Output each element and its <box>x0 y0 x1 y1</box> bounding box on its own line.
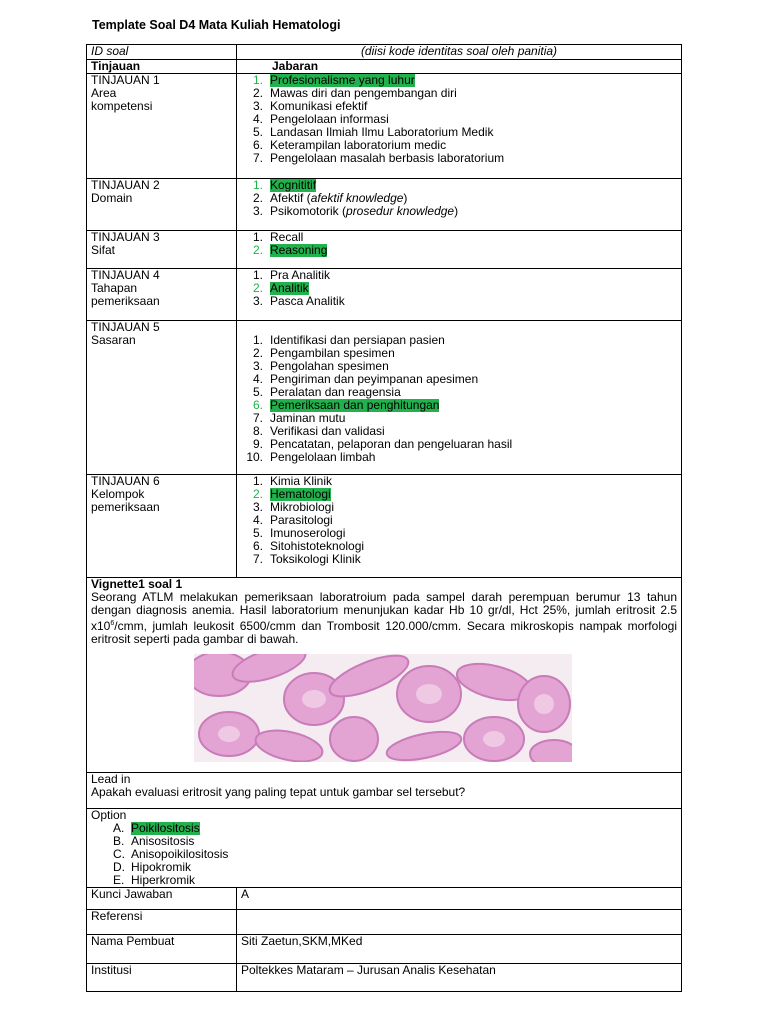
item-text: Parasitologi <box>270 513 333 527</box>
option-letter: C. <box>113 847 125 861</box>
footer-label: Referensi <box>87 910 237 935</box>
tinjauan-subtitle: Sasaran <box>91 333 136 347</box>
item-number: 6. <box>252 539 263 553</box>
item-number: 1. <box>252 230 263 244</box>
tinjauan-title: TINJAUAN 1 <box>91 73 160 87</box>
tinjauan-list <box>241 321 677 464</box>
item-number: 4. <box>252 513 263 527</box>
footer-label: Institusi <box>87 964 237 992</box>
item-text: Mawas diri dan pengembangan diri <box>270 86 457 100</box>
footer-value: A <box>237 888 682 910</box>
list-item <box>241 244 677 257</box>
item-number: 6. <box>252 138 263 152</box>
item-text: Landasan Ilmiah Ilmu Laboratorium Medik <box>270 125 494 139</box>
tinjauan-subtitle: Domain <box>91 191 133 205</box>
tinjauan-items-cell <box>237 74 682 179</box>
header-jabaran: Jabaran <box>237 60 682 74</box>
footer-row-4 <box>87 964 682 992</box>
item-number: 2. <box>252 346 263 360</box>
option-item <box>113 861 677 874</box>
option-letter: A. <box>113 821 125 835</box>
item-text: Pencatatan, pelaporan dan pengeluaran hasil <box>270 437 513 451</box>
option-list <box>91 822 677 887</box>
item-text: Mikrobiologi <box>270 500 335 514</box>
list-item <box>241 553 677 566</box>
tinjauan-row-5 <box>87 321 682 475</box>
option-item <box>113 874 677 887</box>
lead-in-label: Lead in <box>91 772 131 786</box>
option-label: Option <box>91 808 127 822</box>
tinjauan-subtitle: pemeriksaan <box>91 294 160 308</box>
option-text: Poikilositosis <box>131 821 200 835</box>
item-text: Peralatan dan reagensia <box>270 385 401 399</box>
option-item <box>113 822 677 835</box>
tinjauan-label-cell <box>87 269 237 321</box>
item-text: Profesionalisme yang luhur <box>270 73 415 87</box>
item-number: 1. <box>252 474 263 488</box>
tinjauan-title: TINJAUAN 6 <box>91 474 160 488</box>
vignette-title: Vignette1 soal 1 <box>91 577 183 591</box>
item-number: 5. <box>252 385 263 399</box>
tinjauan-row-4 <box>87 269 682 321</box>
tinjauan-items-cell <box>237 179 682 231</box>
tinjauan-row-1 <box>87 74 682 179</box>
item-number: 8. <box>252 424 263 438</box>
item-number: 2. <box>252 487 263 501</box>
tinjauan-subtitle: Sifat <box>91 243 116 257</box>
tinjauan-list <box>241 179 677 218</box>
item-number: 2. <box>252 281 263 295</box>
list-item <box>241 295 677 308</box>
tinjauan-subtitle: pemeriksaan <box>91 500 160 514</box>
soal-table <box>86 44 682 992</box>
list-item <box>241 152 677 165</box>
item-number: 6. <box>252 398 263 412</box>
item-text: Reasoning <box>270 243 328 257</box>
item-text: Keterampilan laboratorium medic <box>270 138 447 152</box>
item-number: 3. <box>252 204 263 218</box>
item-number: 2. <box>252 191 263 205</box>
item-text: Komunikasi efektif <box>270 99 368 113</box>
tinjauan-label-cell <box>87 475 237 578</box>
item-number: 7. <box>252 411 263 425</box>
item-text: Hematologi <box>270 487 331 501</box>
item-text: Analitik <box>270 281 309 295</box>
tinjauan-row-3 <box>87 231 682 269</box>
tinjauan-title: TINJAUAN 4 <box>91 268 160 282</box>
item-number: 1. <box>252 268 263 282</box>
item-text: Sitohistoteknologi <box>270 539 365 553</box>
item-text: Pengelolaan informasi <box>270 112 389 126</box>
tinjauan-label-cell <box>87 74 237 179</box>
footer-row-2 <box>87 910 682 935</box>
tinjauan-list <box>241 475 677 566</box>
blood-smear-image <box>194 654 572 762</box>
tinjauan-subtitle: Area <box>91 86 117 100</box>
item-number: 1. <box>252 73 263 87</box>
item-text: Toksikologi Klinik <box>270 552 361 566</box>
item-number: 3. <box>252 359 263 373</box>
footer-row-3 <box>87 935 682 964</box>
option-text: Hipokromik <box>131 860 192 874</box>
item-text: Imunoserologi <box>270 526 346 540</box>
item-text: Kognititif <box>270 178 317 192</box>
item-number: 1. <box>252 178 263 192</box>
tinjauan-row-6 <box>87 475 682 578</box>
id-soal-row <box>87 45 682 60</box>
lead-in-row <box>87 773 682 809</box>
tinjauan-items-cell <box>237 321 682 475</box>
tinjauan-label-cell <box>87 179 237 231</box>
item-text: Jaminan mutu <box>270 411 346 425</box>
tinjauan-title: TINJAUAN 5 <box>91 320 160 334</box>
item-text: Kimia Klinik <box>270 474 333 488</box>
option-letter: D. <box>113 860 125 874</box>
item-number: 2. <box>252 243 263 257</box>
item-text: Recall <box>270 230 304 244</box>
item-text: Pengelolaan masalah berbasis laboratorium <box>270 151 505 165</box>
item-text: Pengelolaan limbah <box>270 450 376 464</box>
item-number: 3. <box>252 500 263 514</box>
tinjauan-label-cell <box>87 321 237 475</box>
item-number: 3. <box>252 294 263 308</box>
option-letter: E. <box>113 873 125 887</box>
tinjauan-label-cell <box>87 231 237 269</box>
item-number: 4. <box>252 112 263 126</box>
item-number: 7. <box>252 552 263 566</box>
list-item <box>241 451 677 464</box>
header-tinjauan: Tinjauan <box>87 60 237 74</box>
tinjauan-row-2 <box>87 179 682 231</box>
item-number: 1. <box>252 333 263 347</box>
option-text: Hiperkromik <box>131 873 196 887</box>
tinjauan-subtitle: kompetensi <box>91 99 153 113</box>
option-text: Anisositosis <box>131 834 195 848</box>
tinjauan-subtitle: Tahapan <box>91 281 138 295</box>
item-number: 5. <box>252 125 263 139</box>
item-text: Afektif (afektif knowledge) <box>270 191 408 205</box>
page-title: Template Soal D4 Mata Kuliah Hematologi <box>92 18 341 32</box>
lead-in-question: Apakah evaluasi eritrosit yang paling tepat untuk gambar sel tersebut? <box>91 785 466 799</box>
item-text: Pasca Analitik <box>270 294 345 308</box>
tinjauan-subtitle: Kelompok <box>91 487 145 501</box>
footer-row-1 <box>87 888 682 910</box>
item-number: 5. <box>252 526 263 540</box>
item-text: Pemeriksaan dan penghitungan <box>270 398 440 412</box>
option-item <box>113 848 677 861</box>
option-cell <box>87 809 682 888</box>
tinjauan-items-cell <box>237 231 682 269</box>
vignette-cell <box>87 578 682 773</box>
item-text: Verifikasi dan validasi <box>270 424 385 438</box>
item-text: Pengolahan spesimen <box>270 359 389 373</box>
tinjauan-list <box>241 74 677 165</box>
item-number: 2. <box>252 86 263 100</box>
item-text: Identifikasi dan persiapan pasien <box>270 333 445 347</box>
tinjauan-list <box>241 231 677 257</box>
option-text: Anisopoikilositosis <box>131 847 229 861</box>
list-item <box>241 205 677 218</box>
tinjauan-items-cell <box>237 475 682 578</box>
header-row <box>87 60 682 74</box>
vignette-row <box>87 578 682 773</box>
tinjauan-list <box>241 269 677 308</box>
item-text: Pengiriman dan peyimpanan apesimen <box>270 372 479 386</box>
item-text: Psikomotorik (prosedur knowledge) <box>270 204 459 218</box>
item-number: 10. <box>246 450 263 464</box>
item-number: 7. <box>252 151 263 165</box>
tinjauan-items-cell <box>237 269 682 321</box>
item-text: Pengambilan spesimen <box>270 346 395 360</box>
id-soal-note: (diisi kode identitas soal oleh panitia) <box>237 45 682 60</box>
footer-value: Siti Zaetun,SKM,MKed <box>237 935 682 964</box>
tinjauan-title: TINJAUAN 3 <box>91 230 160 244</box>
item-number: 3. <box>252 99 263 113</box>
tinjauan-title: TINJAUAN 2 <box>91 178 160 192</box>
footer-label: Nama Pembuat <box>87 935 237 964</box>
item-number: 9. <box>252 437 263 451</box>
option-letter: B. <box>113 834 125 848</box>
lead-in-cell <box>87 773 682 809</box>
vignette-text: Seorang ATLM melakukan pemeriksaan laboratroium pada sampel darah perempuan berumur 13 tahun dengan diagnosis anemia. Hasil laboratorium menunjukan kadar Hb 10 gr/dl, Hct 25%, jumlah eritrosit 2.5 $x10^6$/cmm, jumlah leukosit 6500/cmm dan Trombosit 120.000/cmm. Secara mikroskopis nampak morfologi eritrosit seperti pada gambar di bawah. <box>91 590 677 646</box>
item-number: 4. <box>252 372 263 386</box>
id-soal-label: ID soal <box>87 45 237 60</box>
option-row <box>87 809 682 888</box>
item-text: Pra Analitik <box>270 268 331 282</box>
footer-value: Poltekkes Mataram – Jurusan Analis Kesehatan <box>237 964 682 992</box>
footer-label: Kunci Jawaban <box>87 888 237 910</box>
footer-value <box>237 910 682 935</box>
